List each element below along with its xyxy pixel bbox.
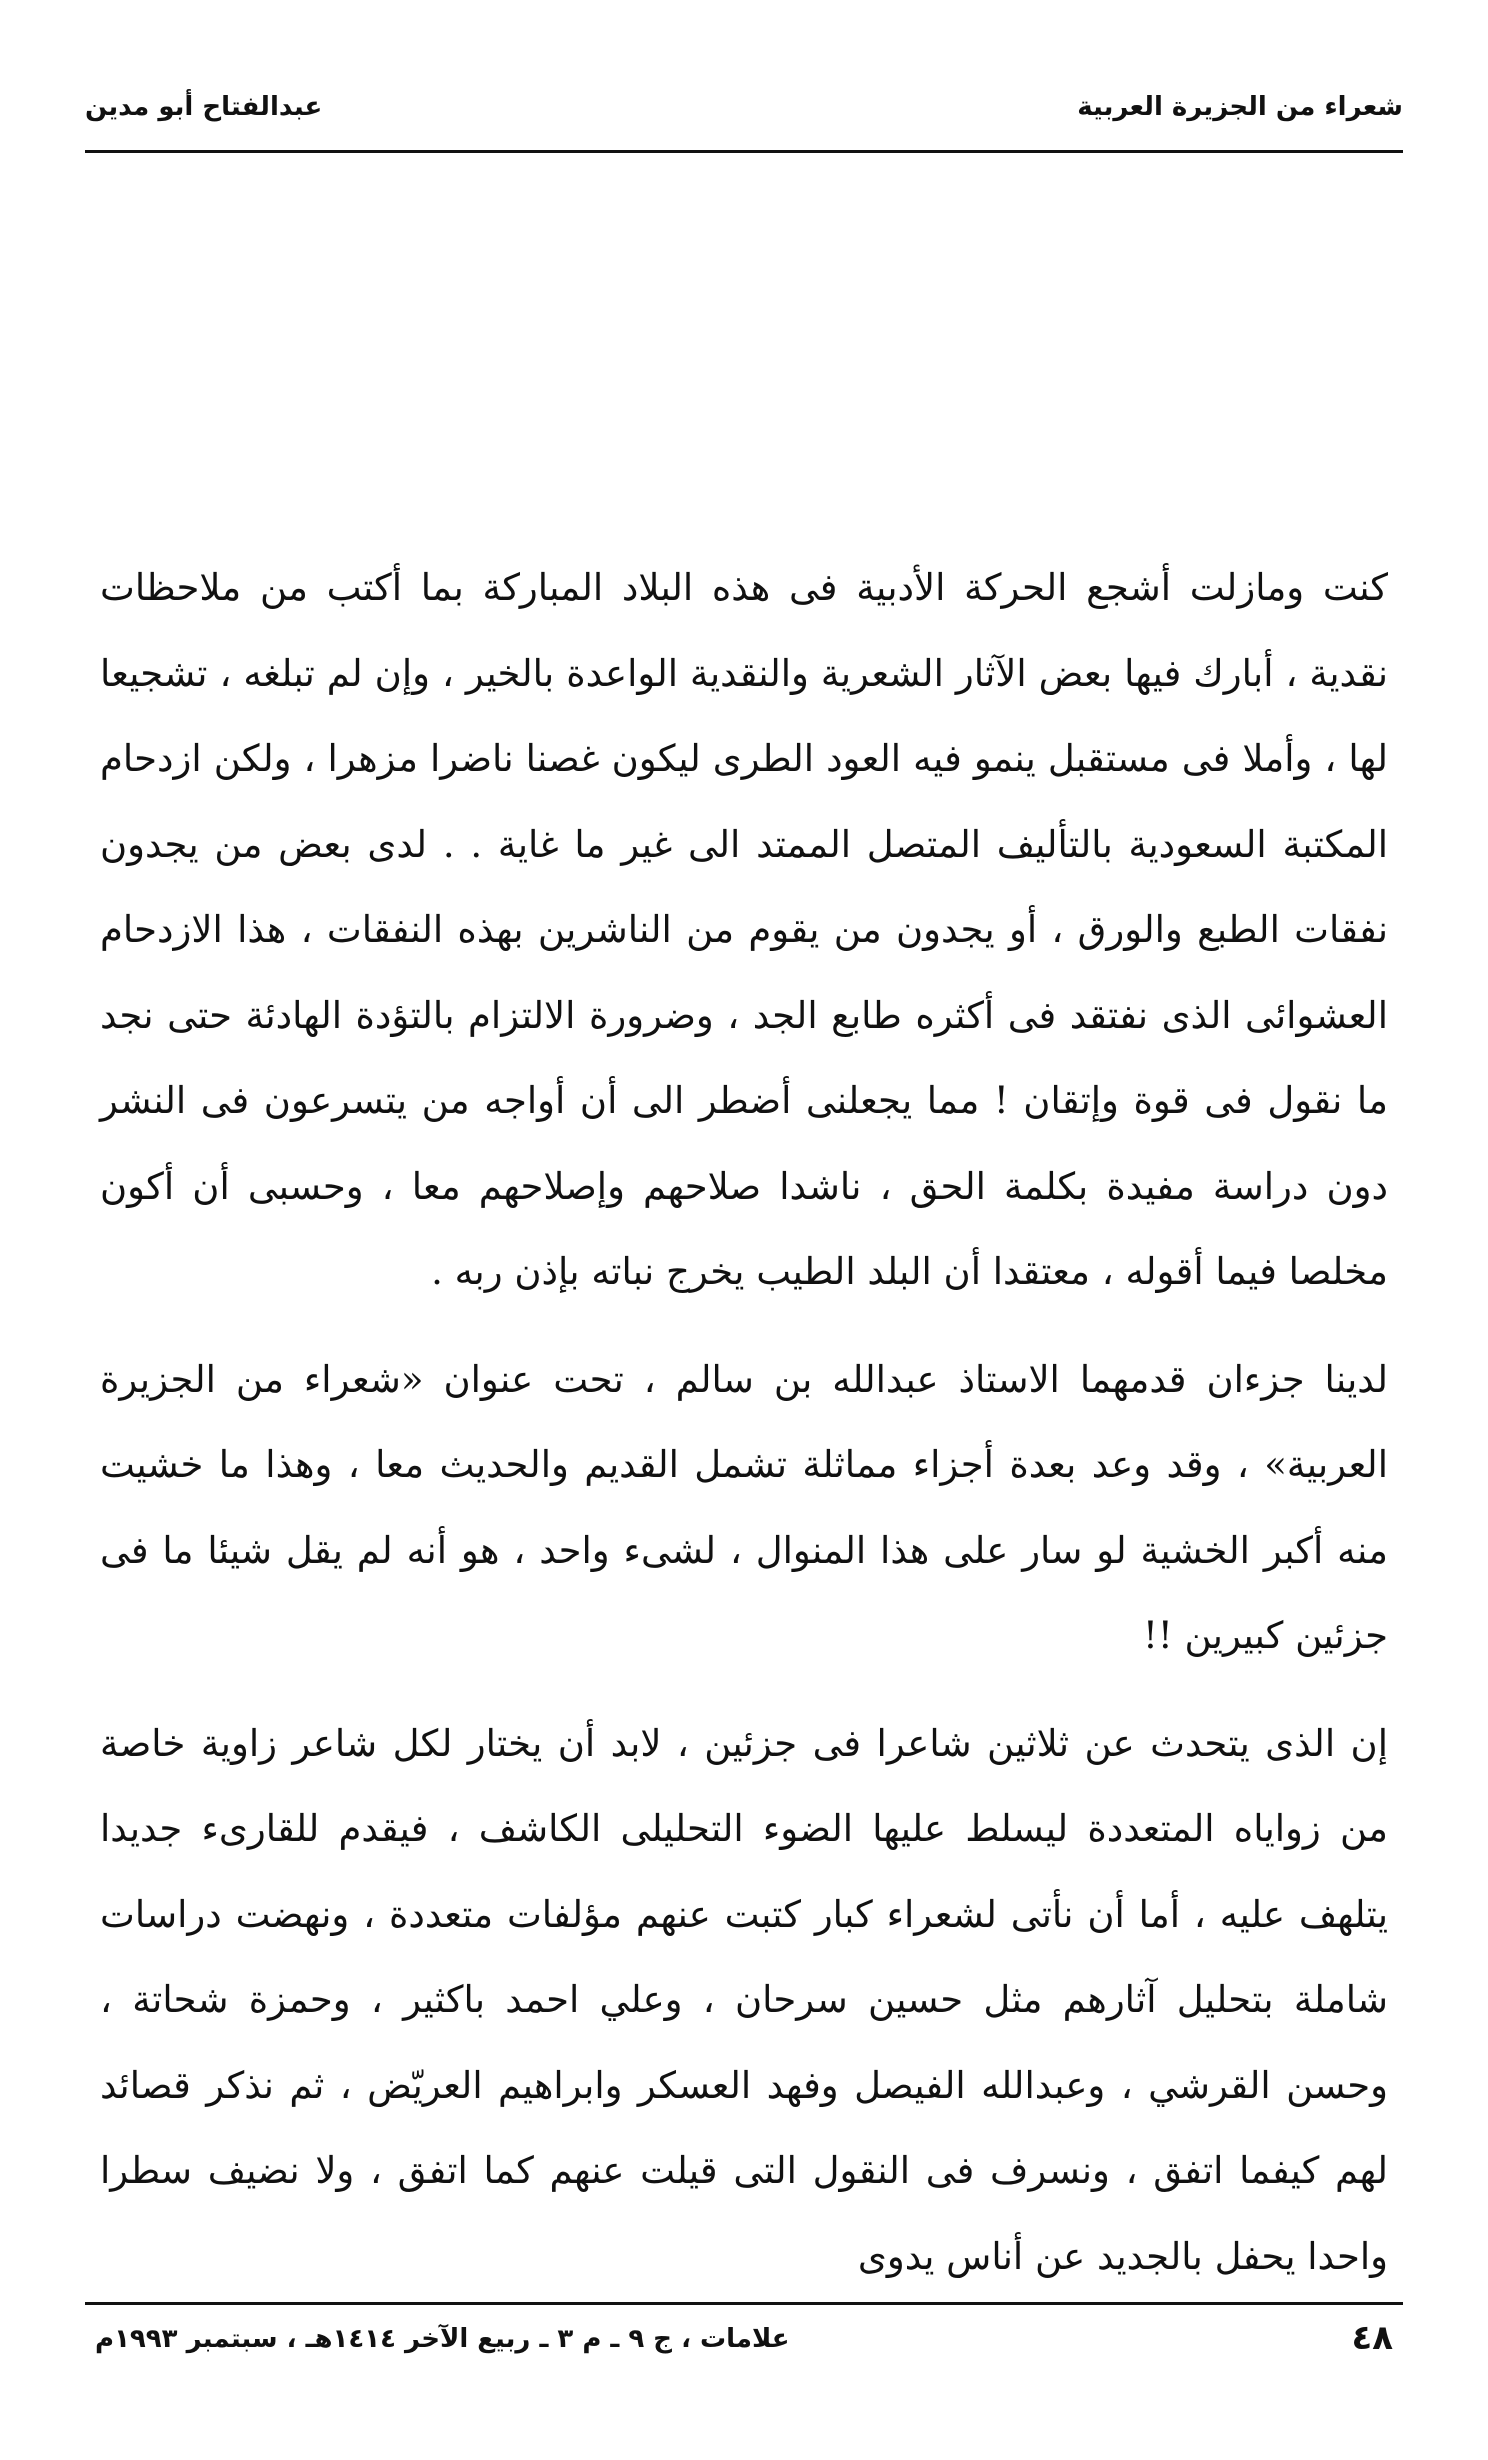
paragraph-3: إن الذى يتحدث عن ثلاثين شاعرا فى جزئين ، لابد أن يختار لكل شاعر زاوية خاصة من زواياه المتعددة ليسلط عليها الضوء التحليلى الكاشف ، فيقدم للقارىء جديدا يتلهف عليه ، أما أن نأتى لشعراء كبار كتبت عنهم مؤلفات متعددة ، ونهضت دراسات شاملة بتحليل آثارهم مثل حسين سرحان ، وعلي احمد باكثير ، وحمزة شحاتة ، وحسن القرشي ، وعبدالله الفيصل وفهد العسكر وابراهيم العريّض ، ثم نذكر قصائد لهم كيفما اتفق ، ونسرف فى النقول التى قيلت عنهم كما اتفق ، ولا نضيف سطرا واحدا يحفل بالجديد عن أناس يدوى bbox=[100, 1721, 1388, 2278]
book-title: شعراء من الجزيرة العربية bbox=[1077, 92, 1403, 122]
body-text bbox=[100, 545, 1388, 2299]
footer-divider bbox=[85, 2302, 1403, 2305]
issue-info: علامات ، ج ٩ ـ م ٣ ـ ربيع الآخر ١٤١٤هـ ، سبتمبر ١٩٩٣م bbox=[95, 2324, 790, 2354]
page-number: ٤٨ bbox=[1351, 2318, 1393, 2358]
author-name: عبدالفتاح أبو مدين bbox=[85, 92, 323, 122]
paragraph-1: كنت ومازلت أشجع الحركة الأدبية فى هذه البلاد المباركة بما أكتب من ملاحظات نقدية ، أبارك فيها بعض الآثار الشعرية والنقدية الواعدة بالخير ، وإن لم تبلغه ، تشجيعا لها ، وأملا فى مستقبل ينمو فيه العود الطرى ليكون غصنا ناضرا مزهرا ، ولكن ازدحام المكتبة السعودية بالتأليف المتصل الممتد الى غير ما غاية . . لدى بعض من يجدون نفقات الطبع والورق ، أو يجدون من يقوم من الناشرين بهذه النفقات ، هذا الازدحام العشوائى الذى نفتقد فى أكثره طابع الجد ، وضرورة الالتزام بالتؤدة الهادئة حتى نجد ما نقول فى قوة وإتقان ! مما يجعلنى أضطر الى أن أواجه من يتسرعون فى النشر دون دراسة مفيدة بكلمة الحق ، ناشدا صلاحهم وإصلاحهم معا ، وحسبى أن أكون مخلصا فيما أقوله ، معتقدا أن البلد الطيب يخرج نباته بإذن ربه . bbox=[100, 566, 1388, 1293]
header-divider bbox=[85, 150, 1403, 153]
running-header bbox=[85, 92, 1403, 152]
running-footer bbox=[85, 2318, 1403, 2378]
paragraph-2: لدينا جزءان قدمهما الاستاذ عبدالله بن سالم ، تحت عنوان «شعراء من الجزيرة العربية» ، وقد وعد بعدة أجزاء مماثلة تشمل القديم والحديث معا ، وهذا ما خشيت منه أكبر الخشية لو سار على هذا المنوال ، لشىء واحد ، هو أنه لم يقل شيئا ما فى جزئين كبيرين !! bbox=[100, 1357, 1388, 1657]
